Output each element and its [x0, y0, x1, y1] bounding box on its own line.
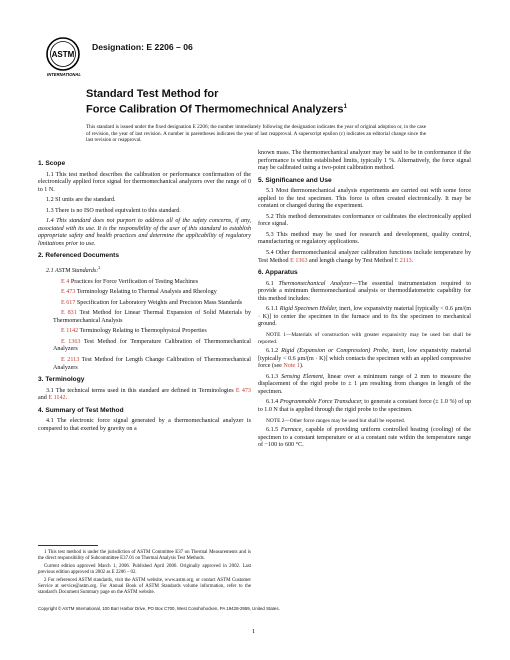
reference-title: Test Method for Length Change Calibration of Thermomechanical Analyzers: [53, 356, 251, 371]
para-4-1-cont: known mass. The thermomechanical analyzer may be said to be in conformance if the performance is within established limits, typically 1 %. Alternatively, the force signal may be calibrated using a two-point calibration method.: [258, 150, 471, 172]
copyright-line: Copyright © ASTM International, 100 Barr Harbor Drive, PO Box C700, West Conshohocken, PA 19428-2959, United States.: [38, 606, 280, 611]
reference-link[interactable]: E 4: [61, 278, 70, 285]
section-1-heading: 1. Scope: [38, 160, 66, 167]
link-e473[interactable]: E 473: [235, 387, 251, 394]
link-e2113[interactable]: E 2113: [394, 257, 412, 264]
note-2: NOTE 2—Other force ranges may be used but shall be reported.: [266, 417, 406, 424]
link-note-1[interactable]: Note 1: [283, 363, 300, 370]
para-5-1: 5.1 Most thermomechanical analysis experiments are carried out with some force applied to the test specimen. This force is often created electronically. It may be constant or changed during the experiment.: [258, 188, 471, 210]
reference-title: Test Method for Temperature Calibration of Thermomechanical Analyzers: [53, 338, 251, 353]
para-6-1-4: 6.1.4 Programmable Force Transducer, to generate a constant force (± 1.0 %) of up to 1.0 N that is applied through the rigid probe to the specimen.: [258, 399, 471, 413]
para-6-1-2: 6.1.2 Rigid (Expansion or Compression) Probe, inert, low expansivity material [typically < 0.6 μm/(m · K)] which contacts the specimen with an applied compressive force (see Note 1).: [258, 348, 471, 370]
section-5-heading: 5. Significance and Use: [258, 176, 332, 184]
link-e1142[interactable]: E 1142: [48, 395, 66, 402]
reference-link[interactable]: E 617: [61, 299, 76, 306]
para-6-1-5: 6.1.5 Furnace, capable of providing uniform controlled heating (cooling) of the specimen to a constant temperature or at a constant rate within the temperature range of −100 to 600 °C.: [258, 427, 472, 449]
reference-item: [38, 328, 251, 336]
para-6-1: 6.1 Thermomechanical Analyzer—The essential instrumentation required to provide a minimum thermomechanical analysis or thermodilatometric capability for this method includes:: [258, 280, 471, 302]
reference-link[interactable]: E 2113: [61, 356, 80, 363]
footnote-2: 2 For referenced ASTM standards, visit the ASTM website, www.astm.org, or contact ASTM Customer Service at service@astm.org. For Annual Book of ASTM Standards volume information, refer to the standard's Document Summary page on the ASTM website.: [38, 578, 251, 595]
reference-title: Specification for Laboratory Weights and Precision Mass Standards: [76, 299, 242, 306]
astm-logo: [44, 36, 84, 78]
reference-link[interactable]: E 1363: [61, 338, 81, 345]
reference-link[interactable]: E 831: [61, 310, 77, 317]
title-footnote-mark: 1: [343, 104, 347, 110]
svg-text:ASTM: ASTM: [51, 50, 75, 59]
reference-title: Terminology Relating to Thermal Analysis and Rheology: [76, 289, 217, 296]
reference-title: Terminology Relating to Thermophysical Properties: [79, 328, 207, 335]
title-line-2: Force Calibration Of Thermomechnical Analyzers$^1$: [86, 103, 347, 116]
footnote-1b: Current edition approved March 1, 2006. Published April 2006. Originally approved in 2002. Last previous edition approved in 2002 as E 2206 – 02.: [38, 564, 251, 575]
para-1-1: 1.1 This test method describes the calibration or performance confirmation of the electronically applied force signal for thermomechanical analyzers over the range of 0 to 1 N.: [38, 171, 251, 193]
right-column: [258, 150, 471, 453]
section-6-heading: 6. Apparatus: [258, 269, 298, 277]
left-column: [38, 156, 251, 436]
reference-link[interactable]: E 1142: [61, 328, 79, 335]
para-2-1: 2.1 ASTM Standards:$^2$: [46, 265, 101, 275]
section-3-heading: 3. Terminology: [38, 376, 85, 384]
link-e1363[interactable]: E 1363: [290, 257, 308, 264]
para-1-4: 1.4 This standard does not purport to address all of the safety concerns, if any, associated with its use. It is the responsibility of the user of this standard to establish appropriate safety and health practices and determine the applicability of regulatory limitations prior to use.: [38, 218, 251, 247]
section-4-heading: 4. Summary of Test Method: [38, 406, 124, 414]
reference-list: [38, 279, 251, 372]
para-1-3: 1.3 There is no ISO method equivalent to this standard.: [46, 207, 181, 214]
footnote-rule: [38, 545, 98, 546]
reference-item: [38, 279, 251, 287]
page-number: 1: [252, 628, 256, 635]
para-6-1-1: 6.1.1 Rigid Specimen Holder, inert, low expansivity material [typically < 0.6 μm/(m · K)] to center the specimen in the furnace and to fix the specimen to mechanical ground.: [258, 306, 471, 328]
reference-title: Practices for Force Verification of Testing Machines: [70, 278, 199, 285]
para-3-1: 3.1 The technical terms used in this standard are defined in Terminologies E 473 and E 1142.: [38, 387, 251, 402]
issuance-notice: This standard is issued under the fixed designation E 2206; the number immediately following the designation indicates the year of original adoption or, in the case of revision, the year of last revision. A number in parentheses indicates the year of last reapproval. A superscript epsilon (ε) indicates an editorial change since the last revision or reapproval.: [86, 124, 426, 144]
footnote-1: 1 This test method is under the jurisdiction of ASTM Committee E37 on Thermal Measurements and is the direct responsibility of Subcommittee E37.01 on Thermal Analysis Test Methods.: [38, 550, 251, 561]
para-1-2: 1.2 SI units are the standard.: [46, 197, 116, 204]
para-5-2: 5.2 This method demonstrates conformance or calibrates the electronically applied force signal.: [258, 213, 471, 228]
designation: Designation: E 2206 – 06: [92, 42, 193, 52]
reference-item: [38, 289, 251, 297]
section-2-heading: 2. Referenced Documents: [38, 252, 119, 260]
reference-item: [38, 339, 251, 354]
reference-item: [38, 300, 251, 308]
para-5-4: 5.4 Other thermomechanical analyzer calibration functions include temperature by Test Method E 1363 and length change by Test Method E 2113.: [258, 250, 471, 264]
title-line-1: Standard Test Method for: [86, 88, 219, 100]
para-4-1: 4.1 The electronic force signal generated by a thermomechanical analyzer is compared to that exerted by gravity on a: [38, 418, 251, 432]
reference-item: [38, 310, 251, 325]
document-title: [86, 88, 446, 117]
para-5-3: 5.3 This method may be used for research and development, quality control, manufacturing or regulatory applications.: [258, 231, 471, 246]
para-6-1-3: 6.1.3 Sensing Element, linear over a minimum range of 2 mm to measure the displacement of the rigid probe to ± 1 μm resulting from changes in length of the specimen.: [258, 373, 471, 395]
svg-text:INTERNATIONAL: INTERNATIONAL: [47, 72, 81, 77]
note-1: NOTE 1—Materials of construction with greater expansivity may be used but shall be reported.: [258, 331, 471, 345]
footnotes: [38, 545, 251, 598]
reference-link[interactable]: E 473: [61, 289, 76, 296]
reference-item: [38, 357, 251, 372]
reference-title: Test Method for Linear Thermal Expansion of Solid Materials by Thermomechanical Analysis: [53, 310, 251, 324]
